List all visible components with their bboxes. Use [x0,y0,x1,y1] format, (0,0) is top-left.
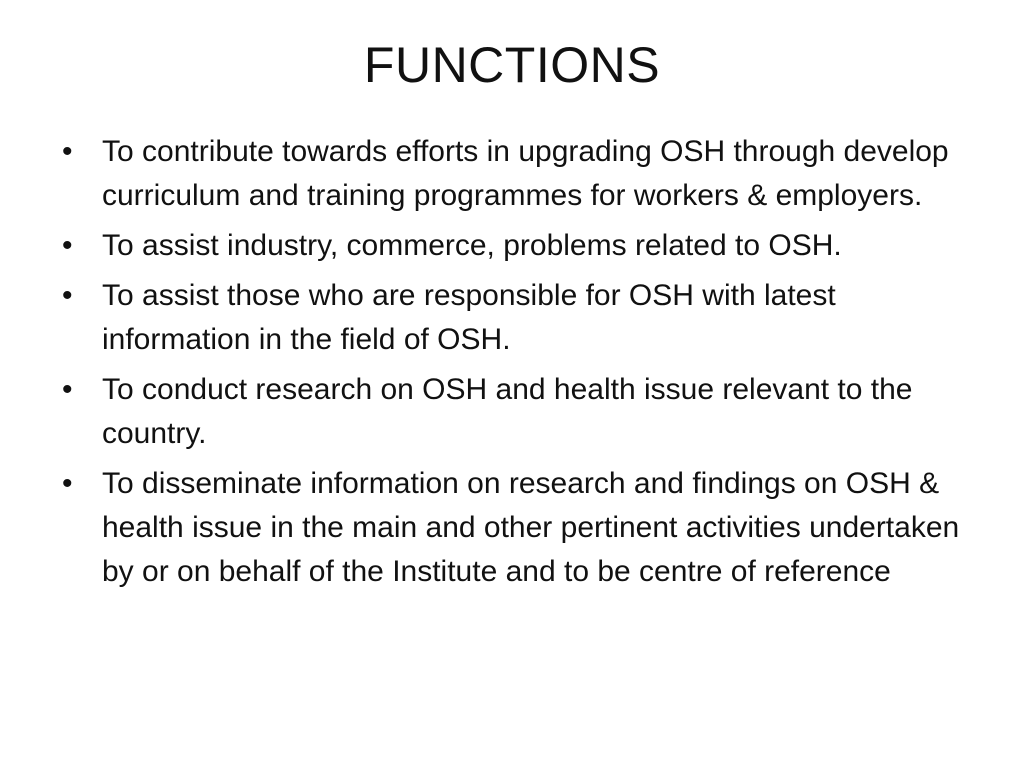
bullet-item [62,130,982,218]
bullet-text: To assist industry, commerce, problems related to OSH. [102,229,842,262]
bullet-item [62,368,982,456]
bullet-icon: • [62,135,73,168]
bullet-text: To disseminate information on research and findings on OSH & health issue in the main and other pertinent activities undertaken by or on behalf of the Institute and to be centre of reference [102,467,960,588]
bullet-icon: • [62,373,73,406]
bullet-icon: • [62,467,73,500]
bullet-text: To conduct research on OSH and health issue relevant to the country. [102,373,913,450]
bullet-icon: • [62,279,73,312]
bullet-item [62,462,982,594]
bullet-icon: • [62,229,73,262]
bullet-text: To assist those who are responsible for OSH with latest information in the field of OSH. [102,279,836,356]
bullet-list [62,130,982,600]
bullet-item [62,224,982,268]
slide-title: FUNCTIONS [363,37,661,93]
bullet-text: To contribute towards efforts in upgrading OSH through develop curriculum and training programmes for workers & employers. [102,135,949,212]
bullet-item [62,274,982,362]
